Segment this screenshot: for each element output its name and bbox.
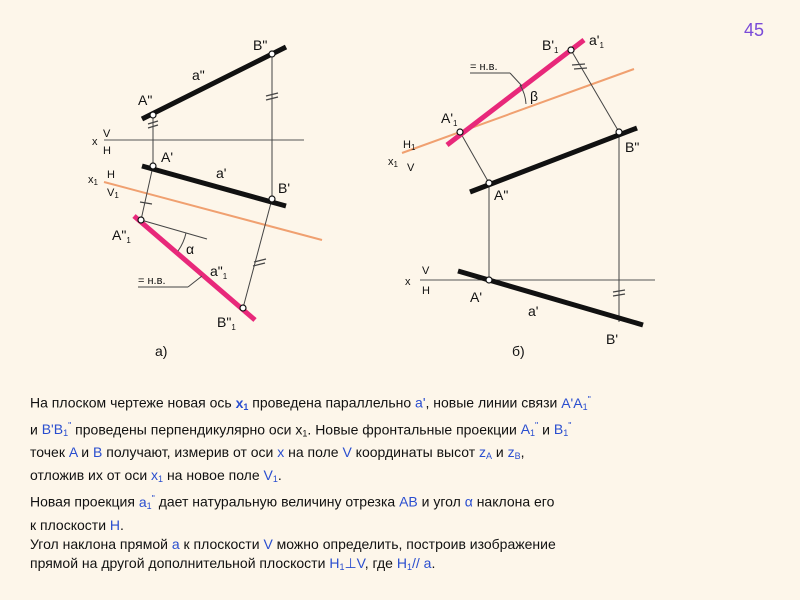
- points-a: [138, 51, 275, 311]
- label-b-new-a: $B"_1$: [217, 314, 236, 332]
- paragraph-1-line-1: На плоском чертеже новая ось $x_1$ проведена параллельно a', новые линии связи $A'A_1^"$: [30, 394, 591, 412]
- axis-h1-label-a: H: [107, 169, 115, 181]
- line-a1-new: [134, 216, 255, 320]
- nv-leader-diag-b: [510, 73, 522, 86]
- figure-a: [88, 37, 322, 359]
- label-a1-a: A': [161, 149, 174, 165]
- label-b2-b: B": [625, 139, 640, 155]
- axis-x1-label-a: x1: [88, 174, 98, 187]
- nv-label-a: = н.в.: [138, 275, 166, 287]
- label-b-new-b: $B'_1$: [542, 37, 559, 55]
- label-a2-b: A": [494, 187, 509, 203]
- label-line-a2-a: a": [192, 67, 205, 83]
- label-b2-a: B": [253, 37, 268, 53]
- axis-v-label-b: V: [422, 265, 430, 277]
- label-line-new-a: $a"_1$: [210, 263, 228, 281]
- label-b1-a: B': [278, 180, 291, 196]
- angle-label-beta: β: [530, 88, 539, 104]
- nv-leader-diag-a: [188, 276, 202, 287]
- paragraph-3-line-1: Угол наклона прямой a к плоскости V можно определить, построив изображение: [30, 535, 556, 552]
- paragraph-2-line-2: к плоскости H.: [30, 516, 124, 533]
- paragraph-1-line-2: и $B'B_1^"$ проведены перпендикулярно оси $x_1$. Новые фронтальные проекции $A_1^"$ и $B_1^"$: [30, 420, 572, 439]
- link-line-b2-bnew-b: [571, 50, 619, 132]
- axis-v-label-a: V: [103, 128, 111, 140]
- paragraph-2-line-1: Новая проекция $a_1^"$ дает натуральную величину отрезка AB и угол α наклона его: [30, 493, 555, 511]
- axis-h1-label-b: H1: [403, 139, 416, 152]
- label-line-new-b: $a'_1$: [589, 32, 604, 50]
- figure-b: [388, 32, 655, 359]
- page-number: 45: [744, 20, 765, 40]
- paragraph-1-line-4: отложив их от оси $x_1$ на новое поле $V_1$.: [30, 467, 282, 485]
- line-a-double-prime-b: [470, 128, 640, 192]
- axis-v-label-b2: V: [407, 162, 415, 174]
- caption-b: б): [512, 343, 525, 359]
- nv-label-b: = н.в.: [470, 61, 498, 73]
- label-line-a1-b: a': [528, 303, 539, 319]
- angle-label-alpha: α: [186, 241, 195, 257]
- label-a-new-a: $A"_1$: [112, 227, 131, 245]
- axis-x1-label-b: x1: [388, 156, 398, 169]
- axis-h-label-a: H: [103, 145, 111, 157]
- description-text: [30, 390, 790, 577]
- axis-x-label-a: x: [92, 136, 98, 148]
- tick-marks-b: [572, 64, 625, 296]
- angle-arc-alpha: [178, 233, 186, 251]
- paragraph-3-line-2: прямой на другой дополнительной плоскости $H_1\perp V$, где $H_1//$ a.: [30, 554, 436, 572]
- line-a1-new-b: [447, 40, 584, 145]
- link-line-b1-bnew: [243, 199, 272, 308]
- label-a1-b: A': [470, 289, 483, 305]
- caption-a: а): [155, 343, 168, 359]
- axis-x-label-b: x: [405, 276, 411, 288]
- label-b1-b: B': [606, 331, 619, 347]
- line-a-prime: [142, 166, 286, 206]
- label-line-a1-a: a': [216, 165, 227, 181]
- line-a-double-prime: [142, 47, 286, 119]
- axis-v1-label-a: V1: [107, 187, 119, 200]
- link-line-a2-anew-b: [460, 132, 489, 183]
- label-a2-a: A": [138, 92, 153, 108]
- paragraph-1-line-3: точек A и B получают, измерив от оси x на поле V координаты высот $z_A$ и $z_B$,: [30, 444, 525, 462]
- label-a-new-b: $A'_1$: [441, 110, 458, 128]
- axis-h-label-b: H: [422, 285, 430, 297]
